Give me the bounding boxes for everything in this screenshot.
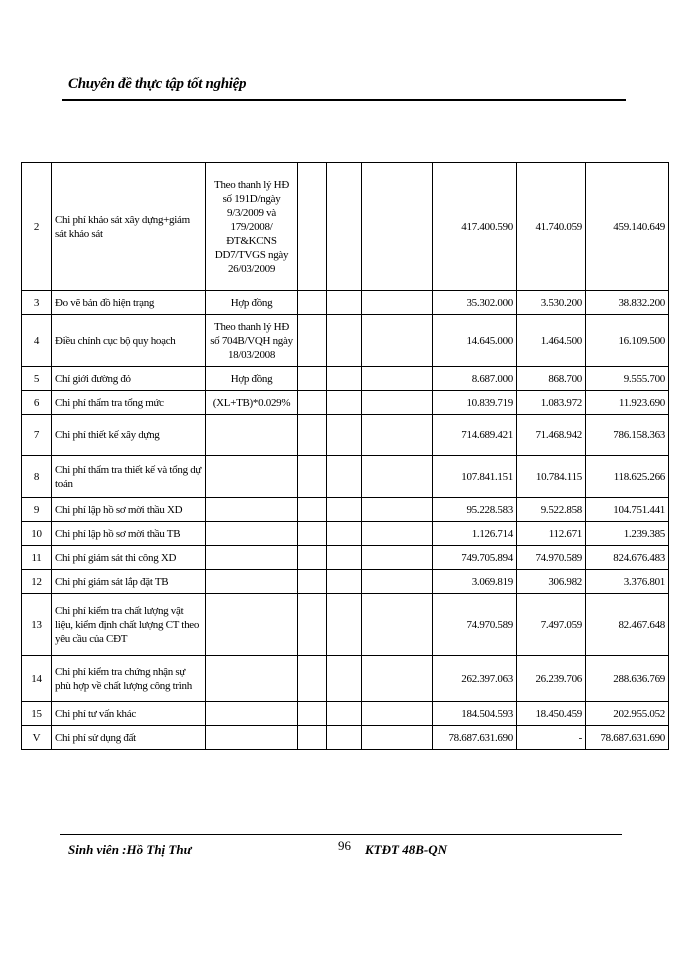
legal-basis xyxy=(206,702,298,726)
total-amount: 9.555.700 xyxy=(586,367,669,391)
blank-cell-2 xyxy=(327,315,362,367)
blank-cell-1 xyxy=(298,163,327,291)
blank-cell-3 xyxy=(362,546,433,570)
pre-tax-value: 8.687.000 xyxy=(433,367,517,391)
blank-cell-3 xyxy=(362,656,433,702)
vat-amount: 10.784.115 xyxy=(517,456,586,498)
blank-cell-3 xyxy=(362,522,433,546)
total-amount: 104.751.441 xyxy=(586,498,669,522)
legal-basis xyxy=(206,656,298,702)
legal-basis: Theo thanh lý HĐ số 704B/VQH ngày 18/03/2008 xyxy=(206,315,298,367)
footer-student-name: Sinh viên :Hồ Thị Thư xyxy=(68,842,192,857)
item-name: Chi phí lập hồ sơ mời thầu XD xyxy=(52,498,206,522)
blank-cell-2 xyxy=(327,570,362,594)
pre-tax-value: 417.400.590 xyxy=(433,163,517,291)
pre-tax-value: 95.228.583 xyxy=(433,498,517,522)
table-row xyxy=(22,570,669,594)
blank-cell-1 xyxy=(298,415,327,456)
blank-cell-1 xyxy=(298,546,327,570)
blank-cell-3 xyxy=(362,163,433,291)
footer-divider xyxy=(60,834,622,835)
total-amount: 288.636.769 xyxy=(586,656,669,702)
row-number: 13 xyxy=(22,594,52,656)
row-number: 10 xyxy=(22,522,52,546)
blank-cell-3 xyxy=(362,594,433,656)
row-number: 12 xyxy=(22,570,52,594)
table-row xyxy=(22,702,669,726)
vat-amount: 9.522.858 xyxy=(517,498,586,522)
item-name: Chi phí thẩm tra tổng mức xyxy=(52,391,206,415)
vat-amount: 868.700 xyxy=(517,367,586,391)
blank-cell-1 xyxy=(298,367,327,391)
pre-tax-value: 714.689.421 xyxy=(433,415,517,456)
vat-amount: 74.970.589 xyxy=(517,546,586,570)
pre-tax-value: 3.069.819 xyxy=(433,570,517,594)
header-divider xyxy=(62,99,626,101)
blank-cell-2 xyxy=(327,546,362,570)
blank-cell-2 xyxy=(327,656,362,702)
page-header-title: Chuyên đề thực tập tốt nghiệp xyxy=(68,76,247,92)
total-amount: 3.376.801 xyxy=(586,570,669,594)
blank-cell-1 xyxy=(298,726,327,750)
total-amount: 16.109.500 xyxy=(586,315,669,367)
total-amount: 1.239.385 xyxy=(586,522,669,546)
pre-tax-value: 1.126.714 xyxy=(433,522,517,546)
item-name: Chỉ giới đường đỏ xyxy=(52,367,206,391)
legal-basis xyxy=(206,456,298,498)
cost-table xyxy=(21,162,669,750)
blank-cell-2 xyxy=(327,391,362,415)
table-row xyxy=(22,594,669,656)
item-name: Chi phí giám sát thi công XD xyxy=(52,546,206,570)
legal-basis xyxy=(206,726,298,750)
blank-cell-1 xyxy=(298,522,327,546)
total-amount: 459.140.649 xyxy=(586,163,669,291)
total-amount: 38.832.200 xyxy=(586,291,669,315)
pre-tax-value: 262.397.063 xyxy=(433,656,517,702)
vat-amount: 306.982 xyxy=(517,570,586,594)
row-number: 5 xyxy=(22,367,52,391)
item-name: Chi phí lập hồ sơ mời thầu TB xyxy=(52,522,206,546)
table-row xyxy=(22,291,669,315)
legal-basis: Theo thanh lý HĐ số 191D/ngày 9/3/2009 và 179/2008/ĐT&KCNS DD7/TVGS ngày 26/03/2009 xyxy=(206,163,298,291)
item-name: Điều chỉnh cục bộ quy hoạch xyxy=(52,315,206,367)
vat-amount: 1.464.500 xyxy=(517,315,586,367)
item-name: Đo vẽ bản đồ hiện trạng xyxy=(52,291,206,315)
legal-basis: (XL+TB)*0.029% xyxy=(206,391,298,415)
table-row xyxy=(22,656,669,702)
total-amount: 78.687.631.690 xyxy=(586,726,669,750)
row-number: 8 xyxy=(22,456,52,498)
row-number: 2 xyxy=(22,163,52,291)
blank-cell-3 xyxy=(362,570,433,594)
legal-basis xyxy=(206,546,298,570)
pre-tax-value: 184.504.593 xyxy=(433,702,517,726)
row-number: 4 xyxy=(22,315,52,367)
page-number: 96 xyxy=(338,838,351,853)
item-name: Chi phí kiểm tra chất lượng vật liệu, kiểm định chất lượng CT theo yêu cầu của CĐT xyxy=(52,594,206,656)
blank-cell-2 xyxy=(327,291,362,315)
vat-amount: 41.740.059 xyxy=(517,163,586,291)
blank-cell-3 xyxy=(362,391,433,415)
row-number: 6 xyxy=(22,391,52,415)
total-amount: 824.676.483 xyxy=(586,546,669,570)
blank-cell-3 xyxy=(362,291,433,315)
total-amount: 786.158.363 xyxy=(586,415,669,456)
blank-cell-1 xyxy=(298,315,327,367)
pre-tax-value: 14.645.000 xyxy=(433,315,517,367)
vat-amount: 7.497.059 xyxy=(517,594,586,656)
vat-amount: 112.671 xyxy=(517,522,586,546)
row-number: 3 xyxy=(22,291,52,315)
cost-table-body xyxy=(22,163,669,750)
blank-cell-1 xyxy=(298,702,327,726)
legal-basis xyxy=(206,594,298,656)
blank-cell-1 xyxy=(298,391,327,415)
blank-cell-1 xyxy=(298,291,327,315)
item-name: Chi phí thiết kế xây dựng xyxy=(52,415,206,456)
pre-tax-value: 749.705.894 xyxy=(433,546,517,570)
blank-cell-2 xyxy=(327,415,362,456)
total-amount: 202.955.052 xyxy=(586,702,669,726)
pre-tax-value: 107.841.151 xyxy=(433,456,517,498)
footer-class-code: KTĐT 48B-QN xyxy=(365,842,447,857)
blank-cell-3 xyxy=(362,726,433,750)
blank-cell-2 xyxy=(327,456,362,498)
vat-amount: 1.083.972 xyxy=(517,391,586,415)
vat-amount: 71.468.942 xyxy=(517,415,586,456)
total-amount: 82.467.648 xyxy=(586,594,669,656)
item-name: Chi phí khảo sát xây dựng+giám sát khảo sát xyxy=(52,163,206,291)
blank-cell-2 xyxy=(327,163,362,291)
row-number: 9 xyxy=(22,498,52,522)
item-name: Chi phí kiểm tra chứng nhận sự phù hợp về chất lượng công trình xyxy=(52,656,206,702)
total-amount: 118.625.266 xyxy=(586,456,669,498)
table-row xyxy=(22,415,669,456)
blank-cell-1 xyxy=(298,594,327,656)
item-name: Chi phí giám sát lắp đặt TB xyxy=(52,570,206,594)
row-number: 11 xyxy=(22,546,52,570)
item-name: Chi phí tư vấn khác xyxy=(52,702,206,726)
legal-basis xyxy=(206,522,298,546)
blank-cell-3 xyxy=(362,702,433,726)
legal-basis xyxy=(206,415,298,456)
table-row xyxy=(22,391,669,415)
pre-tax-value: 78.687.631.690 xyxy=(433,726,517,750)
table-row xyxy=(22,726,669,750)
blank-cell-3 xyxy=(362,315,433,367)
blank-cell-2 xyxy=(327,522,362,546)
pre-tax-value: 74.970.589 xyxy=(433,594,517,656)
blank-cell-2 xyxy=(327,594,362,656)
row-number: V xyxy=(22,726,52,750)
blank-cell-1 xyxy=(298,656,327,702)
legal-basis: Hợp đồng xyxy=(206,367,298,391)
row-number: 14 xyxy=(22,656,52,702)
row-number: 7 xyxy=(22,415,52,456)
blank-cell-3 xyxy=(362,498,433,522)
pre-tax-value: 35.302.000 xyxy=(433,291,517,315)
pre-tax-value: 10.839.719 xyxy=(433,391,517,415)
blank-cell-2 xyxy=(327,498,362,522)
table-row xyxy=(22,498,669,522)
table-row xyxy=(22,522,669,546)
total-amount: 11.923.690 xyxy=(586,391,669,415)
blank-cell-3 xyxy=(362,415,433,456)
blank-cell-1 xyxy=(298,456,327,498)
blank-cell-1 xyxy=(298,498,327,522)
vat-amount: 3.530.200 xyxy=(517,291,586,315)
vat-amount: - xyxy=(517,726,586,750)
legal-basis: Hợp đồng xyxy=(206,291,298,315)
blank-cell-3 xyxy=(362,456,433,498)
blank-cell-2 xyxy=(327,702,362,726)
table-row xyxy=(22,456,669,498)
table-row xyxy=(22,163,669,291)
item-name: Chi phí sử dụng đất xyxy=(52,726,206,750)
vat-amount: 26.239.706 xyxy=(517,656,586,702)
row-number: 15 xyxy=(22,702,52,726)
table-row xyxy=(22,367,669,391)
blank-cell-3 xyxy=(362,367,433,391)
blank-cell-2 xyxy=(327,367,362,391)
blank-cell-2 xyxy=(327,726,362,750)
legal-basis xyxy=(206,498,298,522)
table-row xyxy=(22,546,669,570)
table-row xyxy=(22,315,669,367)
blank-cell-1 xyxy=(298,570,327,594)
item-name: Chi phí thẩm tra thiết kế và tổng dự toán xyxy=(52,456,206,498)
legal-basis xyxy=(206,570,298,594)
vat-amount: 18.450.459 xyxy=(517,702,586,726)
